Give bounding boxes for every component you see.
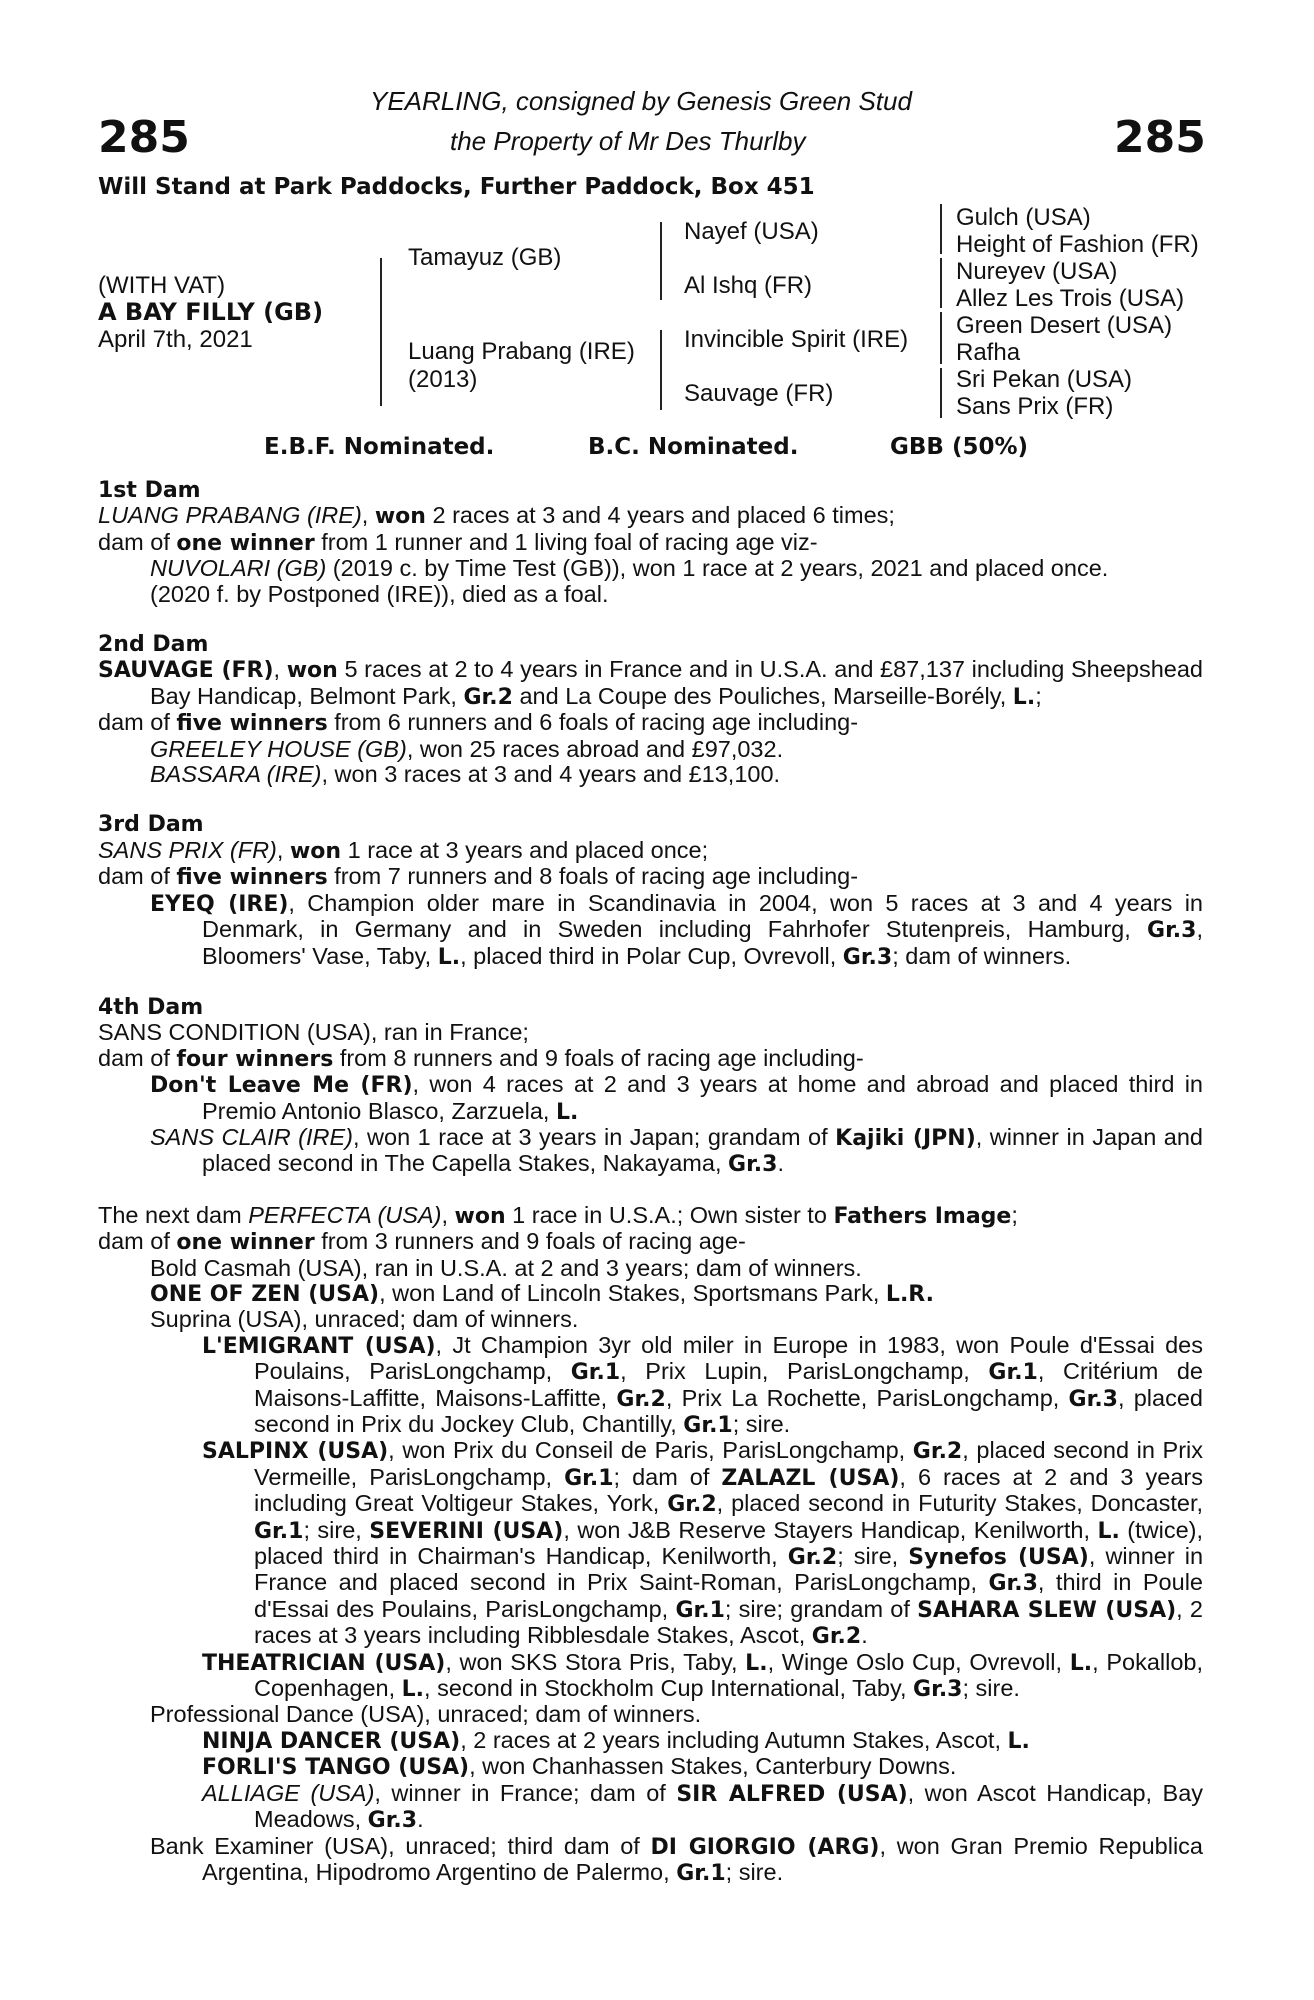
produce-entry: BASSARA (IRE), won 3 races at 3 and 4 years and £13,100. <box>150 761 781 788</box>
ped-dss: Green Desert (USA) <box>956 312 1173 339</box>
produce-entry: NUVOLARI (GB) (2019 c. by Time Test (GB)), won 1 race at 2 years, 2021 and placed once. <box>150 555 1109 582</box>
dam-paragraph: dam of one winner from 1 runner and 1 living foal of racing age viz- <box>98 528 818 556</box>
fourth-dam-section <box>98 995 1203 1178</box>
ped-sdd: Allez Les Trois (USA) <box>956 285 1185 312</box>
produce-entry: EYEQ (IRE), Champion older mare in Scandinavia in 2004, won 5 races at 3 and 4 years in Denmark, in Germany and in Sweden including Fahrhofer Stutenpreis, Hamburg, Gr.3, Bloomers' Vase, Taby, L., placed third in Polar Cup, Ovrevoll, Gr.3; dam of winners. <box>150 889 1203 970</box>
produce-entry: GREELEY HOUSE (GB), won 25 races abroad and £97,032. <box>150 735 784 762</box>
sire-name: Tamayuz (GB) <box>408 244 562 271</box>
dam-name: Luang Prabang (IRE) <box>408 338 635 365</box>
foaling-date: April 7th, 2021 <box>98 326 253 353</box>
pedigree-brace-main <box>380 258 390 406</box>
horse-name: A BAY FILLY (GB) <box>98 298 324 326</box>
consignment-line: YEARLING, consigned by Genesis Green Stud <box>370 86 912 116</box>
section-heading: 4th Dam <box>98 994 204 1020</box>
dam-paragraph: SANS PRIX (FR), won 1 race at 3 years and placed once; <box>98 836 709 864</box>
first-dam-section <box>98 478 1203 607</box>
produce-entry: Suprina (USA), unraced; dam of winners. <box>150 1306 579 1333</box>
third-dam-section <box>98 812 1203 969</box>
pedigree-brace-ss <box>940 204 948 254</box>
dam-paragraph: SANS CONDITION (USA), ran in France; <box>98 1019 529 1046</box>
dam-paragraph: dam of one winner from 3 runners and 9 foals of racing age- <box>98 1228 746 1256</box>
produce-entry: NINJA DANCER (USA), 2 races at 2 years including Autumn Stakes, Ascot, L. <box>202 1726 1030 1754</box>
pedigree-brace-dam <box>660 330 668 410</box>
catalogue-body <box>98 478 1203 1886</box>
dam-sire: Invincible Spirit (IRE) <box>684 326 909 353</box>
lot-number-right: 285 <box>1114 112 1206 163</box>
ped-sds: Nureyev (USA) <box>956 258 1118 285</box>
dam-paragraph: The next dam PERFECTA (USA), won 1 race in U.S.A.; Own sister to Fathers Image; <box>98 1201 1018 1229</box>
produce-entry: Bank Examiner (USA), unraced; third dam of DI GIORGIO (ARG), won Gran Premio Republica Argentina, Hipodromo Argentino de Palermo, Gr.1; sire. <box>150 1832 1203 1886</box>
bc-nomination: B.C. Nominated. <box>588 434 799 460</box>
lot-number-left: 285 <box>98 112 190 163</box>
ped-dsd: Rafha <box>956 339 1021 366</box>
vat-note: (WITH VAT) <box>98 272 226 299</box>
ped-dds: Sri Pekan (USA) <box>956 366 1133 393</box>
dam-dam: Sauvage (FR) <box>684 380 834 407</box>
gbb-note: GBB (50%) <box>890 434 1029 460</box>
second-dam-section <box>98 632 1203 787</box>
next-dam-section <box>98 1203 1203 1887</box>
produce-entry: SANS CLAIR (IRE), won 1 race at 3 years in Japan; grandam of Kajiki (JPN), winner in Japan and placed second in The Capella Stakes, Nakayama, Gr.3. <box>150 1123 1204 1178</box>
produce-entry: SALPINX (USA), won Prix du Conseil de Paris, ParisLongchamp, Gr.2, placed second in Prix Vermeille, ParisLongchamp, Gr.1; dam of ZALAZL (USA), 6 races at 2 and 3 years including Great Voltigeur Stakes, York, Gr.2, placed second in Futurity Stakes, Doncaster, Gr.1; sire, SEVERINI (USA), won J&B Reserve Stayers Handicap, Kenilworth, L. (twice), placed third in Chairman's Handicap, Kenilworth, Gr.2; sire, Synefos (USA), winner in France and placed second in Prix Saint-Roman, ParisLongchamp, Gr.3, third in Poule d'Essai des Poulains, ParisLongchamp, Gr.1; sire; grandam of SAHARA SLEW (USA), 2 races at 3 years including Ribblesdale Stakes, Ascot, Gr.2. <box>202 1437 1204 1650</box>
dam-paragraph: dam of five winners from 7 runners and 8 foals of racing age including- <box>98 863 859 891</box>
produce-entry: (2020 f. by Postponed (IRE)), died as a foal. <box>150 580 609 607</box>
pedigree-brace-sd <box>940 258 948 308</box>
produce-entry: L'EMIGRANT (USA), Jt Champion 3yr old miler in Europe in 1983, won Poule d'Essai des Poulains, ParisLongchamp, Gr.1, Prix Lupin, ParisLongchamp, Gr.1, Critérium de Maisons-Laffitte, Maisons-Laffitte, Gr.2, Prix La Rochette, ParisLongchamp, Gr.3, placed second in Prix du Jockey Club, Chantilly, Gr.1; sire. <box>202 1331 1204 1438</box>
dam-paragraph: dam of four winners from 8 runners and 9 foals of racing age including- <box>98 1044 864 1072</box>
produce-entry: THEATRICIAN (USA), won SKS Stora Pris, Taby, L., Winge Oslo Cup, Ovrevoll, L., Pokallob, Copenhagen, L., second in Stockholm Cup International, Taby, Gr.3; sire. <box>202 1648 1203 1703</box>
ped-ddd: Sans Prix (FR) <box>956 393 1114 420</box>
section-heading: 1st Dam <box>98 478 201 503</box>
produce-entry: Bold Casmah (USA), ran in U.S.A. at 2 and 3 years; dam of winners. <box>150 1254 862 1281</box>
sire-sire: Nayef (USA) <box>684 218 819 245</box>
pedigree-brace-ds <box>940 312 948 364</box>
pedigree-brace-dd <box>940 368 948 418</box>
section-heading: 2nd Dam <box>98 632 209 658</box>
section-heading: 3rd Dam <box>98 812 204 838</box>
produce-entry: ALLIAGE (USA), winner in France; dam of SIR ALFRED (USA), won Ascot Handicap, Bay Meadows, Gr.3. <box>202 1779 1204 1834</box>
produce-entry: FORLI'S TANGO (USA), won Chanhassen Stakes, Canterbury Downs. <box>202 1753 957 1781</box>
stand-line: Will Stand at Park Paddocks, Further Paddock, Box 451 <box>98 174 815 200</box>
sire-dam: Al Ishq (FR) <box>684 272 813 299</box>
dam-paragraph: dam of five winners from 6 runners and 6 foals of racing age including- <box>98 709 859 737</box>
pedigree-brace-sire <box>660 222 668 300</box>
dam-year: (2013) <box>408 366 478 393</box>
produce-entry: Professional Dance (USA), unraced; dam of winners. <box>150 1701 702 1728</box>
property-line: the Property of Mr Des Thurlby <box>450 126 806 156</box>
ped-ssd: Height of Fashion (FR) <box>956 231 1199 258</box>
dam-paragraph: LUANG PRABANG (IRE), won 2 races at 3 and 4 years and placed 6 times; <box>98 502 895 530</box>
ped-sss: Gulch (USA) <box>956 204 1091 231</box>
produce-entry: Don't Leave Me (FR), won 4 races at 2 and 3 years at home and abroad and placed third in Premio Antonio Blasco, Zarzuela, L. <box>150 1071 1203 1125</box>
produce-entry: ONE OF ZEN (USA), won Land of Lincoln Stakes, Sportsmans Park, L.R. <box>150 1279 935 1307</box>
ebf-nomination: E.B.F. Nominated. <box>264 434 495 460</box>
dam-paragraph: SAUVAGE (FR), won 5 races at 2 to 4 years in France and in U.S.A. and £87,137 including Sheepshead Bay Handicap, Belmont Park, Gr.2 and La Coupe des Pouliches, Marseille-Borély, L.; <box>98 656 1203 710</box>
